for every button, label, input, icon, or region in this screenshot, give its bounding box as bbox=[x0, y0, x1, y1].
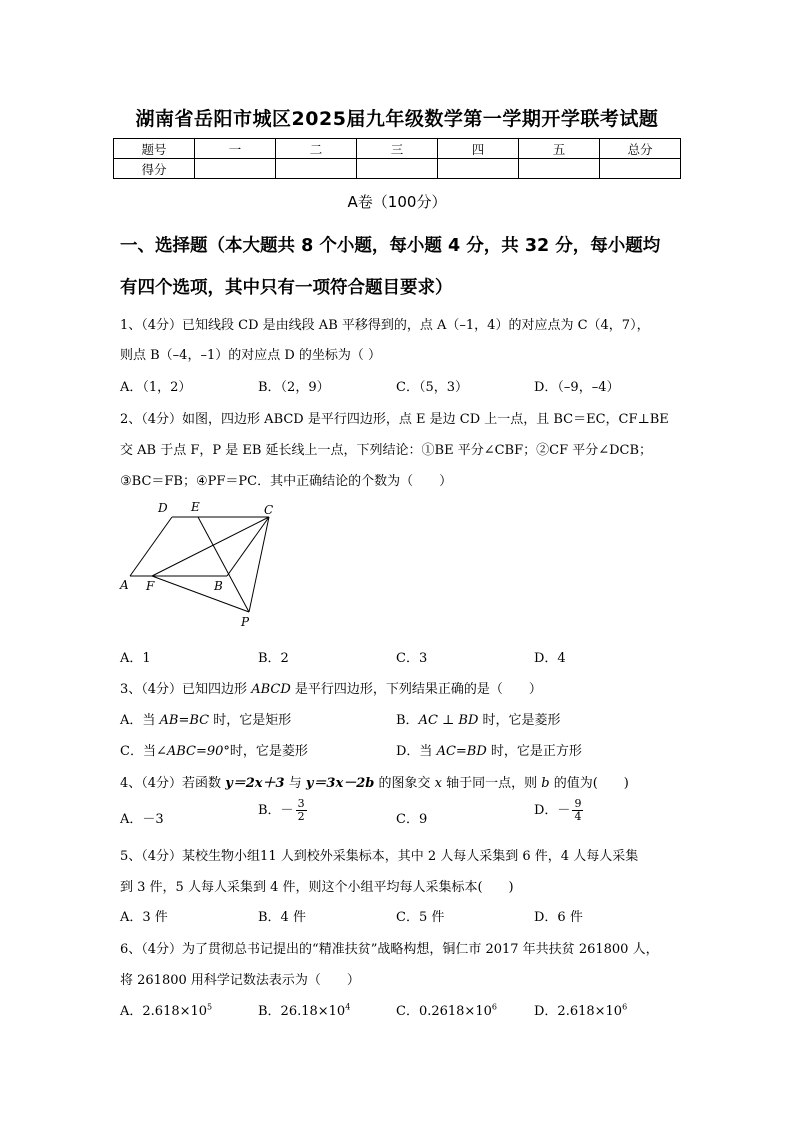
q6-text-line2: 将 261800 用科学记数法表示为（ ） bbox=[120, 973, 360, 988]
q3-prefix: 3、（4分）已知四边形 bbox=[120, 682, 252, 697]
q3-option-a-post: 时，它是矩形 bbox=[209, 713, 292, 728]
q5-option-d: D．6 件 bbox=[534, 910, 583, 925]
q3-option-c-post: 时，它是菱形 bbox=[229, 744, 308, 759]
parallelogram-figure bbox=[116, 498, 286, 632]
q6-text-line1: 6、（4分）为了贯彻总书记提出的“精准扶贫”战略构想，铜仁市 2017 年共扶贫 261800 人， bbox=[120, 942, 659, 957]
q3-option-b bbox=[396, 709, 561, 728]
score-cell bbox=[357, 159, 438, 179]
q4-option-a: A．－3 bbox=[120, 812, 164, 827]
score-table bbox=[113, 138, 681, 179]
q4-option-d-den: 4 bbox=[574, 810, 582, 823]
q4-text bbox=[120, 772, 629, 791]
label-d: D bbox=[158, 501, 168, 515]
q1-option-a: A．（1，2） bbox=[120, 380, 192, 395]
q6-option-a bbox=[120, 1000, 212, 1019]
score-table-score-row bbox=[114, 159, 681, 179]
score-table-header-row bbox=[114, 139, 681, 159]
q4-option-b-num: 3 bbox=[297, 797, 305, 810]
q3-option-a-math: AB=BC bbox=[159, 713, 210, 728]
q6-option-b-base: B．26.18×10 bbox=[258, 1004, 346, 1019]
q3-option-b-post: 时，它是菱形 bbox=[478, 713, 561, 728]
q4-x: x bbox=[434, 776, 442, 791]
q4-option-b-den: 2 bbox=[297, 810, 305, 823]
q1-text-line1: 1、（4分）已知线段 CD 是由线段 AB 平移得到的，点 A（–1，4）的对应点为 C（4，7）， bbox=[120, 318, 650, 333]
section-a-title: A卷（100分） bbox=[347, 193, 447, 211]
label-a: A bbox=[120, 578, 129, 592]
q6-option-b bbox=[258, 1000, 350, 1019]
q1-option-d: D．（–9，–4） bbox=[534, 380, 620, 395]
q3-option-d bbox=[396, 740, 582, 759]
q4-option-c: C．9 bbox=[396, 812, 428, 827]
segment-ad bbox=[130, 517, 172, 576]
q3-option-a-pre: A．当 bbox=[120, 713, 160, 728]
label-f: F bbox=[146, 579, 155, 593]
score-header-cell: 总分 bbox=[600, 139, 681, 159]
q3-suffix: 是平行四边形，下列结果正确的是（ ） bbox=[290, 682, 542, 697]
q5-option-b: B．4 件 bbox=[258, 910, 306, 925]
segment-fp bbox=[152, 576, 249, 612]
score-header-cell: 四 bbox=[438, 139, 519, 159]
q5-text-line2: 到 3 件，5 人每人采集到 4 件，则这个小组平均每人采集标本( ) bbox=[120, 880, 514, 895]
q6-option-d-base: D．2.618×10 bbox=[534, 1004, 623, 1019]
score-header-cell: 一 bbox=[195, 139, 276, 159]
part1-heading-line1: 一、选择题（本大题共 8 个小题，每小题 4 分，共 32 分，每小题均 bbox=[120, 236, 661, 256]
q3-option-a bbox=[120, 709, 291, 728]
q2-text-line3: ③BC＝FB；④PF＝PC．其中正确结论的个数为（ ） bbox=[120, 474, 453, 489]
label-p: P bbox=[241, 615, 250, 629]
score-header-cell: 题号 bbox=[114, 139, 195, 159]
q3-option-d-post: 时，它是正方形 bbox=[486, 744, 582, 759]
q4-option-b bbox=[258, 798, 307, 823]
q4-function1: y＝2x＋3 bbox=[225, 776, 285, 791]
q3-abcd: ABCD bbox=[251, 682, 291, 697]
part1-heading-line2: 有四个选项，其中只有一项符合题目要求） bbox=[120, 278, 453, 298]
score-cell bbox=[438, 159, 519, 179]
score-row-label: 得分 bbox=[114, 159, 195, 179]
q4-suffix: 的值为( ) bbox=[549, 776, 629, 791]
score-header-cell: 三 bbox=[357, 139, 438, 159]
q6-option-a-base: A．2.618×10 bbox=[120, 1004, 208, 1019]
q1-text-line2: 则点 B（–4，–1）的对应点 D 的坐标为（ ） bbox=[120, 348, 382, 363]
q6-option-d-exp: 6 bbox=[622, 1002, 628, 1012]
q2-text-line1: 2、（4分）如图，四边形 ABCD 是平行四边形，点 E 是边 CD 上一点，且 BC＝EC，CF⊥BE bbox=[120, 412, 669, 427]
q6-option-d bbox=[534, 1000, 627, 1019]
q4-option-d-pre: D．－ bbox=[534, 803, 571, 818]
q3-option-c bbox=[120, 740, 308, 759]
q3-text bbox=[120, 678, 542, 697]
q4-prefix: 4、（4分）若函数 bbox=[120, 776, 226, 791]
q5-option-a: A．3 件 bbox=[120, 910, 168, 925]
q4-mid3: 轴于同一点，则 bbox=[441, 776, 542, 791]
q4-function2: y＝3x－2b bbox=[305, 776, 375, 791]
score-header-cell: 五 bbox=[519, 139, 600, 159]
q4-option-b-pre: B．－ bbox=[258, 803, 294, 818]
q4-mid: 与 bbox=[284, 776, 306, 791]
q6-option-c bbox=[396, 1000, 497, 1019]
score-cell bbox=[195, 159, 276, 179]
q2-option-c: C．3 bbox=[396, 651, 428, 666]
q2-option-d: D．4 bbox=[534, 651, 566, 666]
q5-text-line1: 5、（4分）某校生物小组11 人到校外采集标本，其中 2 人每人采集到 6 件，4 人每人采集 bbox=[120, 849, 639, 864]
page-title: 湖南省岳阳市城区2025届九年级数学第一学期开学联考试题 bbox=[135, 108, 659, 130]
q1-option-b: B．（2，9） bbox=[258, 380, 330, 395]
q4-b: b bbox=[541, 776, 550, 791]
q6-option-b-exp: 4 bbox=[345, 1002, 351, 1012]
q3-option-d-pre: D．当 bbox=[396, 744, 437, 759]
q2-text-line2: 交 AB 于点 F，P 是 EB 延长线上一点，下列结论：①BE 平分∠CBF；②CF 平分∠DCB； bbox=[120, 443, 653, 458]
q3-option-b-math: AC ⊥ BD bbox=[418, 713, 479, 728]
q3-option-d-math: AC=BD bbox=[436, 744, 487, 759]
q6-option-c-exp: 6 bbox=[491, 1002, 497, 1012]
q3-option-c-pre: C．当 bbox=[120, 744, 156, 759]
q4-option-d-num: 9 bbox=[574, 797, 582, 810]
score-cell bbox=[276, 159, 357, 179]
q3-option-b-pre: B． bbox=[396, 713, 419, 728]
score-header-cell: 二 bbox=[276, 139, 357, 159]
label-e: E bbox=[191, 500, 200, 514]
q4-option-d-fraction bbox=[572, 798, 583, 823]
q2-option-a: A．1 bbox=[120, 651, 151, 666]
q1-option-c: C．（5，3） bbox=[396, 380, 468, 395]
q5-option-c: C．5 件 bbox=[396, 910, 445, 925]
segment-cf bbox=[152, 517, 269, 576]
q2-option-b: B．2 bbox=[258, 651, 289, 666]
label-c: C bbox=[264, 503, 274, 517]
label-b: B bbox=[214, 579, 223, 593]
q6-option-c-base: C．0.2618×10 bbox=[396, 1004, 492, 1019]
q4-mid2: 的图象交 bbox=[374, 776, 435, 791]
score-cell bbox=[519, 159, 600, 179]
q4-option-d bbox=[534, 798, 583, 823]
score-cell bbox=[600, 159, 681, 179]
q3-option-c-math: ∠ABC=90° bbox=[155, 744, 230, 759]
q4-option-b-fraction bbox=[296, 798, 307, 823]
q6-option-a-exp: 5 bbox=[207, 1002, 213, 1012]
